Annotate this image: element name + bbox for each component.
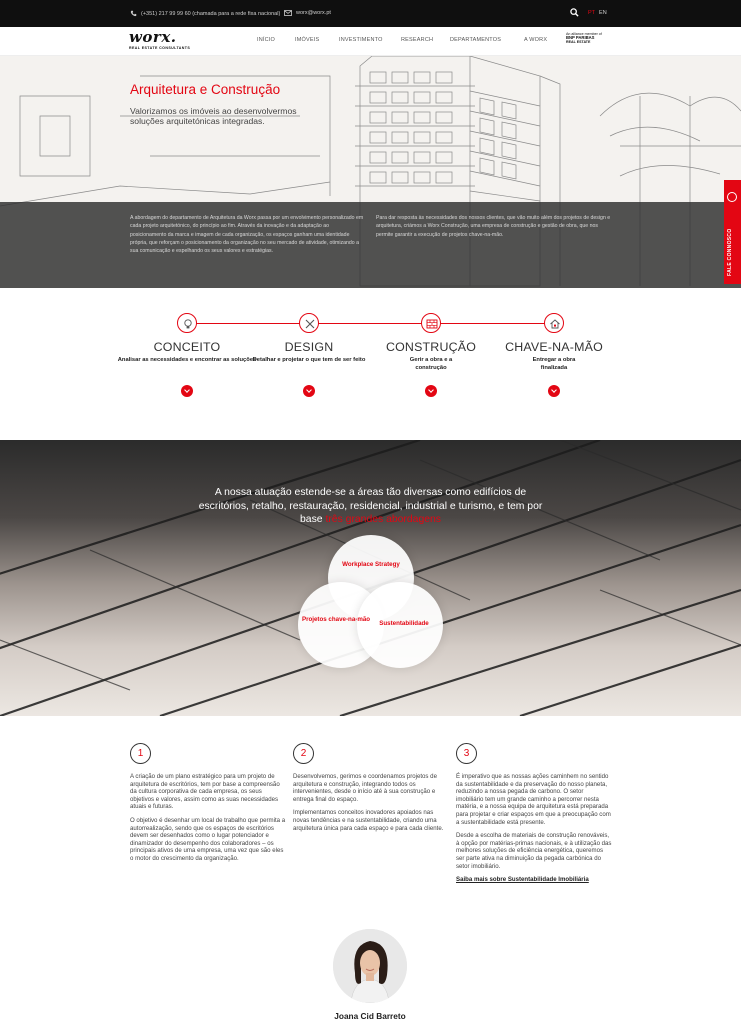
hero-description-1: A abordagem do departamento de Arquitetura da Worx passa por um envolvimento personalizado em cada projeto arquitetónico, do princípio ao fim. Através da inovação e da adaptação ao posicionamento da marca e imagem de cada organização, os espaços ganham uma identidade própria, que reforçam o posicionamento da organização no seu mercado de atividade, otimizando a sua comunicação e espelhando os seus valores e estratégias. [130, 215, 364, 255]
chat-icon [727, 192, 737, 202]
nav-departamentos[interactable]: DEPARTAMENTOS [450, 37, 502, 43]
hero-text-band [0, 202, 741, 288]
paragraph: A criação de um plano estratégico para um projeto de arquitetura de escritórios, tem por base a compreensão da cultura corporativa de cada empresa, os seus objetivos e valores, assim como as suas necessidades atuais e futuras. [130, 773, 280, 811]
phone-icon [130, 10, 137, 17]
step-title: CONCEITO [153, 340, 221, 354]
contact-us-label: FALE CONNOSCO [727, 228, 733, 276]
chevron-down-icon[interactable] [303, 385, 315, 397]
approach-column-2 [293, 773, 449, 838]
logo-wordmark: worx. [129, 28, 177, 46]
lang-pt[interactable]: PT [588, 10, 596, 16]
areas-intro-text: A nossa atuação estende-se a áreas tão diversas como edifícios de escritórios, retalho, restauração, residencial, industrial e turismo, e tem por base [198, 487, 543, 525]
bricks-icon [421, 313, 441, 333]
areas-intro [190, 486, 551, 527]
email-contact[interactable] [284, 10, 331, 16]
house-icon [544, 313, 564, 333]
hero-section [0, 56, 741, 288]
step-description: Detalhar e projetar o que tem de ser feito [252, 357, 366, 363]
step-title: CONSTRUÇÃO [385, 340, 477, 354]
process-connector-line [187, 323, 554, 324]
partner-line-2: BNP PARIBAS [566, 35, 595, 41]
avatar [333, 929, 407, 1003]
partner-logo[interactable] [566, 32, 602, 45]
lightbulb-icon [177, 313, 197, 333]
step-title: DESIGN [284, 340, 334, 354]
mail-icon [284, 10, 292, 16]
partner-line-1: An alliance member of [566, 32, 602, 36]
sustainability-link[interactable]: Saiba mais sobre Sustentabilidade Imobiliária [456, 876, 589, 884]
paragraph: O objetivo é desenhar um local de trabalho que permita a autorrealização, sendo que os espaços de escritórios devem ser desenhados como o lugar potenciador e dinamizador do desempenho dos colaboradores – os principais ativos de uma empresa, uma vez que são eles o motor do crescimento da organização. [130, 816, 286, 862]
number-badge: 2 [293, 743, 314, 764]
venn-label-chave-na-mao: Projetos chave-na-mão [301, 616, 371, 623]
venn-label-sustentabilidade: Sustentabilidade [379, 620, 429, 627]
step-description: Entregar a obra finalizada [532, 357, 576, 371]
step-title: CHAVE-NA-MÃO [505, 340, 603, 354]
nav-imoveis[interactable]: IMÓVEIS [295, 37, 320, 43]
venn-label-workplace: Workplace Strategy [342, 561, 400, 568]
process-section [0, 288, 741, 440]
language-switcher [588, 10, 607, 16]
step-description: Gerir a obra e a construção [409, 357, 453, 371]
nav-research[interactable]: RESEARCH [401, 37, 434, 43]
nav-a-worx[interactable]: A WORX [524, 37, 548, 43]
partner-line-3: REAL ESTATE [566, 40, 591, 45]
approach-column-3 [456, 773, 612, 884]
paragraph: Desde a escolha de materiais de construção renováveis, à opção por matérias-primas nacionais, e à utilização das melhores soluções de eficiência energética, queremos ser parte ativa na diminuição da pegada carbónica do setor imobiliário. [456, 832, 612, 870]
logo-tagline: REAL ESTATE CONSULTANTS [129, 46, 191, 50]
pencil-ruler-icon [299, 313, 319, 333]
areas-intro-highlight: três grandes abordagens [325, 514, 441, 525]
step-description: Analisar as necessidades e encontrar as soluções [117, 357, 257, 363]
main-header [0, 27, 741, 56]
nav-investimento[interactable]: INVESTIMENTO [339, 37, 383, 43]
hero-description-2: Para dar resposta às necessidades dos nossos clientes, que vão muito além dos projetos de design e arquitetura, criámos a Worx Construção, uma empresa de construção e gestão de obra, que nos permite garantir a execução de projetos chave-na-mão. [376, 215, 611, 238]
number-badge: 3 [456, 743, 477, 764]
number-badge: 1 [130, 743, 151, 764]
nav-inicio[interactable]: INÍCIO [257, 37, 276, 43]
paragraph: Implementamos conceitos inovadores apoiados nas novas tendências e na sustentabilidade, criando uma arquitetura única para cada espaço e para cada cliente. [293, 809, 444, 832]
chevron-down-icon[interactable] [425, 385, 437, 397]
portrait-photo [333, 929, 407, 1003]
approach-column-1 [130, 773, 286, 869]
hero-title: Arquitetura e Construção [130, 82, 281, 97]
hero-subtitle: Valorizamos os imóveis ao desenvolvermos soluções arquitetónicas integradas. [130, 106, 297, 126]
email-address: worx@worx.pt [296, 10, 331, 16]
person-name: Joana Cid Barreto [334, 1011, 406, 1021]
contact-us-tab[interactable] [724, 180, 741, 284]
top-bar [0, 0, 741, 27]
paragraph: É imperativo que as nossas ações caminhem no sentido da sustentabilidade e da preservação do nosso planeta, reduzindo a nossa pegada de carbono. O setor imobiliário tem um grande caminho a percorrer nesta matéria, e a nossa equipa de arquitetura está preparada para projetar e criar espaços em que a preocupação com a sustentabilidade está presente. [456, 773, 611, 826]
phone-number: (+351) 217 99 99 60 (chamada para a rede fixa nacional) [141, 10, 281, 17]
approaches-section [0, 716, 741, 916]
areas-section [0, 440, 741, 716]
chevron-down-icon[interactable] [181, 385, 193, 397]
logo[interactable] [129, 30, 190, 50]
chevron-down-icon[interactable] [548, 385, 560, 397]
phone-contact[interactable] [130, 10, 280, 17]
search-icon[interactable] [570, 8, 579, 17]
lang-en[interactable]: EN [599, 10, 607, 16]
paragraph: Desenvolvemos, gerimos e coordenamos projetos de arquitetura e construção, integrando todos os intervenientes, desde o início até à sua construção e entrega final do espaço. [293, 773, 437, 803]
